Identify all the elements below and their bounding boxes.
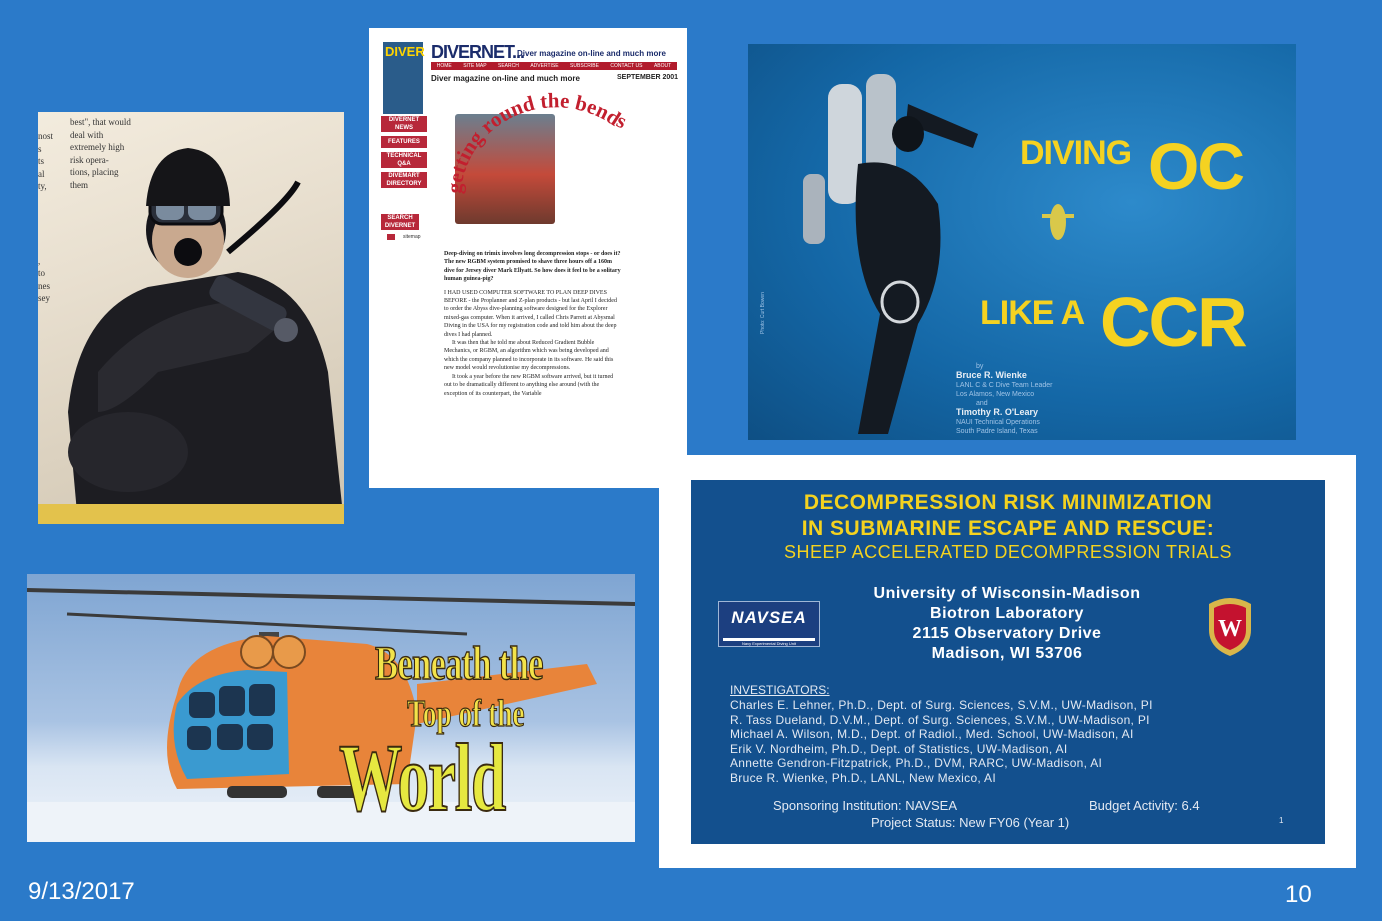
decomp-title-line2: IN SUBMARINE ESCAPE AND RESCUE: <box>801 517 1215 540</box>
project-status: Project Status: New FY06 (Year 1) <box>871 815 1070 830</box>
crest-letter: W <box>1218 616 1242 642</box>
heli-title-line2: Top of the <box>407 693 525 735</box>
nav-search[interactable]: SEARCH <box>498 63 519 69</box>
nav-site-map[interactable]: SITE MAP <box>463 63 487 69</box>
title-oc: OC <box>1148 129 1243 203</box>
diving-oc-like-ccr-cover <box>748 44 1296 440</box>
univ-line: 2115 Observatory Drive <box>912 625 1102 642</box>
nav-contact[interactable]: CONTACT US <box>610 63 643 69</box>
left-line: al <box>38 168 45 179</box>
sitemap-icon[interactable] <box>387 234 395 240</box>
investigator-line: Erik V. Nordheim, Ph.D., Dept. of Statistics, UW-Madison, AI <box>730 741 1068 756</box>
divernet-webpage <box>369 28 687 488</box>
heli-title-line3: World <box>339 724 505 831</box>
headline-text: getting round the bends <box>441 88 631 195</box>
title-like-a: LIKE A <box>980 294 1085 332</box>
decomp-subtitle: SHEEP ACCELERATED DECOMPRESSION TRIALS <box>783 542 1233 562</box>
rebreather-diver-illustration <box>788 64 978 434</box>
left-line: ty, <box>38 181 47 191</box>
article-paragraph: I HAD USED COMPUTER SOFTWARE TO PLAN DEEP DIVES BEFORE - the Proplanner and Z-plan products - but last April I decided to order the Abyss dive-planning software designed for the Explorer mixed-gas computer. When it arrived, I called Chris Parrett at Abysmal Diving in the USA for my registration code and told him about the deep dives I had planned. <box>444 289 617 338</box>
investigator-line: Michael A. Wilson, M.D., Dept. of Radiol., Med. School, UW-Madison, AI <box>730 727 1134 742</box>
decomp-title-line1: DECOMPRESSION RISK MINIMIZATION <box>803 491 1213 514</box>
column-line: extremely high <box>70 142 125 152</box>
divernet-article <box>444 250 622 398</box>
navsea-logo-text: NAVSEA <box>731 608 807 627</box>
investigator-line: Annette Gendron-Fitzpatrick, Ph.D., DVM, RARC, UW-Madison, AI <box>730 756 1103 771</box>
investigator-line: Charles E. Lehner, Ph.D., Dept. of Surg. Sciences, S.V.M., UW-Madison, PI <box>730 698 1153 712</box>
article-paragraph: It was then that he told me about Reduced Gradient Bubble Mechanics, or RGBM, an algorithm which was being developed and which the company planned to incorporate in its software. He said this new model would revolutionise my decompressions. <box>444 340 614 372</box>
university-address <box>827 584 1187 664</box>
author1-location: Los Alamos, New Mexico <box>956 391 1035 398</box>
nav-about[interactable]: ABOUT <box>653 63 672 69</box>
investigator-line: Bruce R. Wienke, Ph.D., LANL, New Mexico, AI <box>730 770 996 785</box>
title-ccr: CCR <box>1100 283 1246 361</box>
investigators-list <box>730 698 1153 786</box>
column-line: best", that would <box>70 117 131 127</box>
univ-line: Biotron Laboratory <box>930 605 1084 622</box>
diver-illustration <box>38 112 344 524</box>
diver-photo <box>38 112 344 524</box>
author2-location: South Padre Island, Texas <box>956 428 1038 435</box>
column-line: them <box>70 179 88 190</box>
left-line: , <box>38 255 41 266</box>
side-button-news[interactable]: DIVERNET NEWS <box>381 116 427 132</box>
author1-name: Bruce R. Wienke <box>956 370 1027 380</box>
uw-crest-icon <box>1203 596 1257 658</box>
side-button-features[interactable]: FEATURES <box>381 136 427 148</box>
author2-role: NAUI Technical Operations <box>956 419 1040 426</box>
navsea-logo <box>718 601 820 647</box>
nav-home[interactable]: HOME <box>436 63 452 69</box>
investigator-line: R. Tass Dueland, D.V.M., Dept. of Surg. Sciences, S.V.M., UW-Madison, PI <box>730 712 1150 727</box>
divernet-navbar <box>431 62 677 70</box>
slide-page-number: 1 <box>1279 816 1284 825</box>
distant-diver-icon <box>1038 194 1078 254</box>
divernet-brand-sub: Diver magazine on-line and much more <box>517 49 666 58</box>
heli-title-line1: Beneath the <box>375 637 543 690</box>
footer-date: 9/13/2017 <box>28 878 135 905</box>
title-diving: DIVING <box>1020 134 1132 172</box>
divernet-date: SEPTEMBER 2001 <box>617 74 679 81</box>
side-button-search[interactable]: SEARCH DIVERNET <box>381 214 419 230</box>
svg-text:getting round the bends <box>442 88 631 194</box>
investigators-heading: INVESTIGATORS: <box>730 683 830 697</box>
left-line: nost <box>38 131 54 141</box>
left-line: nes <box>38 280 50 291</box>
column-line: deal with <box>70 129 104 140</box>
sitemap-link[interactable]: sitemap <box>403 234 421 240</box>
left-line: sey <box>38 293 50 303</box>
budget-activity: Budget Activity: 6.4 <box>1089 798 1200 813</box>
credit-and: and <box>976 400 988 407</box>
beneath-top-of-world-cover <box>27 574 635 842</box>
credit-by: by <box>976 363 984 370</box>
author-credits <box>956 362 1053 436</box>
sponsoring-institution: Sponsoring Institution: NAVSEA <box>773 798 958 813</box>
nav-subscribe[interactable]: SUBSCRIBE <box>570 63 599 69</box>
divernet-tagline: Diver magazine on-line and much more <box>431 74 580 83</box>
column-line: tions, placing <box>70 167 119 177</box>
univ-line: Madison, WI 53706 <box>931 645 1083 662</box>
author1-role: LANL C & C Dive Team Leader <box>956 382 1053 389</box>
divernet-brand: DIVERNET... <box>431 42 525 62</box>
left-line: to <box>38 268 46 278</box>
navsea-sub-text: Navy Experimental Diving Unit <box>741 641 797 646</box>
author2-name: Timothy R. O'Leary <box>956 407 1038 417</box>
footer-page-number: 10 <box>1285 881 1312 908</box>
logo-text: DIVER <box>385 44 425 59</box>
side-button-divemart[interactable]: DIVEMART DIRECTORY <box>381 172 427 188</box>
column-line: risk opera- <box>70 154 109 165</box>
article-lead: Deep-diving on trimix involves long decompression stops - or does it? The new RGBM system promised to shave three hours off a 160m dive for Jersey diver Mark Ellyatt. So how does it feel to be a solitary human guinea-pig? <box>444 251 621 283</box>
photo-credit: Photo: Curt Bowen <box>760 292 766 334</box>
side-button-technical[interactable]: TECHNICAL Q&A <box>381 152 427 168</box>
getting-round-the-bends-headline <box>441 84 681 264</box>
left-line: ts <box>38 156 45 166</box>
decomp-title <box>691 490 1325 542</box>
decompression-slide <box>691 480 1325 844</box>
article-paragraph: It took a year before the new RGBM software arrived, but it turned out to be dramatically different to anything else around (with the exception of its counterpart, the Variable <box>444 373 614 397</box>
diver-magazine-logo <box>383 42 423 114</box>
nav-advertise[interactable]: ADVERTISE <box>530 63 559 69</box>
univ-line: University of Wisconsin-Madison <box>873 585 1141 602</box>
helicopter-illustration <box>27 574 635 842</box>
left-line: s <box>38 143 42 154</box>
